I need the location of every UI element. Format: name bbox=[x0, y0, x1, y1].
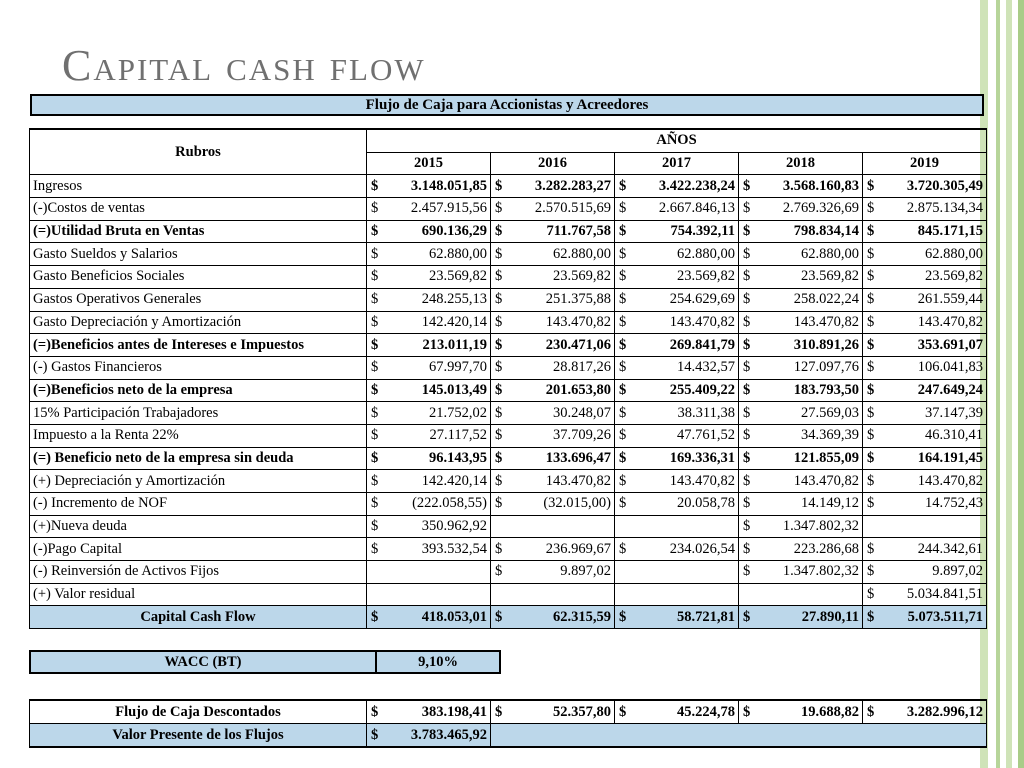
year-header: 2019 bbox=[863, 152, 987, 175]
currency-sign: $ bbox=[615, 606, 643, 629]
currency-sign: $ bbox=[615, 288, 643, 311]
empty-cell bbox=[491, 724, 987, 748]
currency-sign: $ bbox=[739, 606, 767, 629]
present-value-row bbox=[30, 724, 987, 748]
table-banner: Flujo de Caja para Accionistas y Acreedores bbox=[30, 94, 984, 116]
currency-sign: $ bbox=[367, 402, 395, 425]
cell-value: 20.058,78 bbox=[642, 493, 739, 516]
currency-sign: $ bbox=[491, 538, 519, 561]
row-label: (-) Incremento de NOF bbox=[30, 493, 367, 516]
currency-sign: $ bbox=[863, 583, 891, 606]
currency-sign: $ bbox=[367, 447, 395, 470]
table-row bbox=[30, 288, 987, 311]
cell-value: 1.347.802,32 bbox=[766, 515, 863, 538]
cell-value: 46.310,41 bbox=[890, 424, 987, 447]
currency-sign: $ bbox=[739, 356, 767, 379]
table-row bbox=[30, 493, 987, 516]
cell-value: 143.470,82 bbox=[766, 470, 863, 493]
cell-value: 30.248,07 bbox=[518, 402, 615, 425]
cell-value: 133.696,47 bbox=[518, 447, 615, 470]
row-label: (=)Utilidad Bruta en Ventas bbox=[30, 220, 367, 243]
currency-sign: $ bbox=[863, 198, 891, 221]
cell-value: 3.148.051,85 bbox=[394, 175, 491, 198]
cell-value bbox=[642, 515, 739, 538]
currency-sign: $ bbox=[491, 606, 519, 629]
cell-value: 3.282.283,27 bbox=[518, 175, 615, 198]
table-row bbox=[30, 220, 987, 243]
table-row bbox=[30, 583, 987, 606]
currency-sign: $ bbox=[491, 470, 519, 493]
discounted-row bbox=[30, 700, 987, 724]
currency-sign: $ bbox=[491, 424, 519, 447]
cell-value bbox=[518, 515, 615, 538]
currency-sign bbox=[491, 583, 519, 606]
cell-value bbox=[766, 583, 863, 606]
currency-sign bbox=[491, 515, 519, 538]
cell-value: 143.470,82 bbox=[890, 311, 987, 334]
row-label: Gasto Sueldos y Salarios bbox=[30, 243, 367, 266]
currency-sign: $ bbox=[367, 311, 395, 334]
year-header: 2016 bbox=[491, 152, 615, 175]
currency-sign: $ bbox=[739, 538, 767, 561]
currency-sign: $ bbox=[615, 538, 643, 561]
currency-sign: $ bbox=[739, 561, 767, 584]
currency-sign: $ bbox=[367, 538, 395, 561]
table-row bbox=[30, 538, 987, 561]
currency-sign: $ bbox=[491, 243, 519, 266]
currency-sign: $ bbox=[863, 538, 891, 561]
currency-sign: $ bbox=[863, 606, 891, 629]
currency-sign: $ bbox=[367, 470, 395, 493]
currency-sign: $ bbox=[863, 402, 891, 425]
currency-sign: $ bbox=[367, 288, 395, 311]
cell-value: 142.420,14 bbox=[394, 470, 491, 493]
capital-cash-flow-row bbox=[30, 606, 987, 629]
row-label: Gasto Depreciación y Amortización bbox=[30, 311, 367, 334]
cell-value: 106.041,83 bbox=[890, 356, 987, 379]
table-row bbox=[30, 515, 987, 538]
cell-value: 9.897,02 bbox=[518, 561, 615, 584]
cell-value: 143.470,82 bbox=[642, 311, 739, 334]
cell-value: 62.880,00 bbox=[766, 243, 863, 266]
row-label: (-)Pago Capital bbox=[30, 538, 367, 561]
cell-value bbox=[642, 583, 739, 606]
currency-sign: $ bbox=[491, 175, 519, 198]
currency-sign: $ bbox=[739, 424, 767, 447]
cell-value: 269.841,79 bbox=[642, 334, 739, 357]
row-label: Gastos Operativos Generales bbox=[30, 288, 367, 311]
cell-value: 261.559,44 bbox=[890, 288, 987, 311]
currency-sign: $ bbox=[615, 175, 643, 198]
currency-sign: $ bbox=[491, 356, 519, 379]
cell-value: 37.709,26 bbox=[518, 424, 615, 447]
cell-value: 350.962,92 bbox=[394, 515, 491, 538]
currency-sign: $ bbox=[739, 266, 767, 289]
table-row bbox=[30, 266, 987, 289]
currency-sign: $ bbox=[615, 198, 643, 221]
cell-value: 37.147,39 bbox=[890, 402, 987, 425]
cell-value: 67.997,70 bbox=[394, 356, 491, 379]
table-row bbox=[30, 198, 987, 221]
currency-sign bbox=[367, 583, 395, 606]
currency-sign: $ bbox=[615, 402, 643, 425]
currency-sign: $ bbox=[863, 266, 891, 289]
cell-value: 23.569,82 bbox=[890, 266, 987, 289]
currency-sign: $ bbox=[491, 493, 519, 516]
row-label: Capital Cash Flow bbox=[30, 606, 367, 629]
currency-sign: $ bbox=[491, 379, 519, 402]
currency-sign: $ bbox=[739, 402, 767, 425]
cash-flow-table bbox=[29, 128, 987, 629]
cell-value bbox=[394, 561, 491, 584]
currency-sign: $ bbox=[367, 243, 395, 266]
table-row bbox=[30, 424, 987, 447]
cell-value: 3.422.238,24 bbox=[642, 175, 739, 198]
currency-sign: $ bbox=[367, 700, 395, 724]
cell-value: 143.470,82 bbox=[766, 311, 863, 334]
currency-sign: $ bbox=[739, 470, 767, 493]
currency-sign: $ bbox=[367, 266, 395, 289]
cell-value: 143.470,82 bbox=[642, 470, 739, 493]
cell-value: 223.286,68 bbox=[766, 538, 863, 561]
cell-value: 164.191,45 bbox=[890, 447, 987, 470]
currency-sign: $ bbox=[615, 493, 643, 516]
currency-sign: $ bbox=[367, 493, 395, 516]
table-row bbox=[30, 402, 987, 425]
row-label: 15% Participación Trabajadores bbox=[30, 402, 367, 425]
cell-value: 62.315,59 bbox=[518, 606, 615, 629]
cell-value: 845.171,15 bbox=[890, 220, 987, 243]
cell-value: 418.053,01 bbox=[394, 606, 491, 629]
currency-sign: $ bbox=[615, 447, 643, 470]
currency-sign: $ bbox=[739, 243, 767, 266]
currency-sign: $ bbox=[863, 379, 891, 402]
table-row bbox=[30, 175, 987, 198]
cell-value: 711.767,58 bbox=[518, 220, 615, 243]
cell-value: 247.649,24 bbox=[890, 379, 987, 402]
year-header: 2018 bbox=[739, 152, 863, 175]
currency-sign: $ bbox=[367, 515, 395, 538]
table-row bbox=[30, 470, 987, 493]
cell-value: 21.752,02 bbox=[394, 402, 491, 425]
cell-value: 19.688,82 bbox=[766, 700, 863, 724]
wacc-label: WACC (BT) bbox=[30, 651, 376, 673]
cell-value: 213.011,19 bbox=[394, 334, 491, 357]
currency-sign: $ bbox=[739, 493, 767, 516]
row-label: Flujo de Caja Descontados bbox=[30, 700, 367, 724]
cell-value: 23.569,82 bbox=[518, 266, 615, 289]
cell-value: 52.357,80 bbox=[518, 700, 615, 724]
cell-value: 143.470,82 bbox=[890, 470, 987, 493]
row-label: (-)Costos de ventas bbox=[30, 198, 367, 221]
cell-value: 2.457.915,56 bbox=[394, 198, 491, 221]
cell-value: 3.720.305,49 bbox=[890, 175, 987, 198]
cell-value: 14.149,12 bbox=[766, 493, 863, 516]
table-row bbox=[30, 334, 987, 357]
cell-value: 258.022,24 bbox=[766, 288, 863, 311]
present-value: 3.783.465,92 bbox=[394, 724, 491, 748]
cell-value: 23.569,82 bbox=[394, 266, 491, 289]
cell-value: 58.721,81 bbox=[642, 606, 739, 629]
cell-value: 236.969,67 bbox=[518, 538, 615, 561]
cell-value bbox=[518, 583, 615, 606]
currency-sign: $ bbox=[367, 424, 395, 447]
cell-value: 1.347.802,32 bbox=[766, 561, 863, 584]
table-row bbox=[30, 447, 987, 470]
cell-value: 5.034.841,51 bbox=[890, 583, 987, 606]
row-label: (-) Reinversión de Activos Fijos bbox=[30, 561, 367, 584]
currency-sign: $ bbox=[367, 175, 395, 198]
currency-sign bbox=[615, 583, 643, 606]
year-header: 2017 bbox=[615, 152, 739, 175]
currency-sign: $ bbox=[863, 447, 891, 470]
currency-sign: $ bbox=[739, 220, 767, 243]
row-label: (+) Valor residual bbox=[30, 583, 367, 606]
cell-value: 183.793,50 bbox=[766, 379, 863, 402]
cell-value: 96.143,95 bbox=[394, 447, 491, 470]
currency-sign: $ bbox=[615, 470, 643, 493]
row-label: Ingresos bbox=[30, 175, 367, 198]
cell-value: 248.255,13 bbox=[394, 288, 491, 311]
row-label: (=)Beneficios neto de la empresa bbox=[30, 379, 367, 402]
row-label: (+) Depreciación y Amortización bbox=[30, 470, 367, 493]
currency-sign: $ bbox=[739, 175, 767, 198]
cell-value: 2.875.134,34 bbox=[890, 198, 987, 221]
currency-sign: $ bbox=[615, 700, 643, 724]
currency-sign bbox=[739, 583, 767, 606]
cell-value: 2.769.326,69 bbox=[766, 198, 863, 221]
cell-value: 310.891,26 bbox=[766, 334, 863, 357]
table-row bbox=[30, 356, 987, 379]
cell-value: 798.834,14 bbox=[766, 220, 863, 243]
currency-sign: $ bbox=[491, 311, 519, 334]
currency-sign: $ bbox=[739, 379, 767, 402]
currency-sign: $ bbox=[491, 700, 519, 724]
currency-sign: $ bbox=[367, 356, 395, 379]
table-body bbox=[30, 175, 987, 606]
cell-value: 38.311,38 bbox=[642, 402, 739, 425]
currency-sign: $ bbox=[491, 198, 519, 221]
currency-sign: $ bbox=[739, 311, 767, 334]
cell-value: 5.073.511,71 bbox=[890, 606, 987, 629]
currency-sign: $ bbox=[615, 334, 643, 357]
cell-value: 142.420,14 bbox=[394, 311, 491, 334]
currency-sign: $ bbox=[863, 175, 891, 198]
currency-sign: $ bbox=[367, 724, 395, 748]
currency-sign: $ bbox=[739, 334, 767, 357]
cell-value: 2.667.846,13 bbox=[642, 198, 739, 221]
row-label: (-) Gastos Financieros bbox=[30, 356, 367, 379]
currency-sign: $ bbox=[615, 424, 643, 447]
cell-value: 127.097,76 bbox=[766, 356, 863, 379]
currency-sign bbox=[615, 561, 643, 584]
cell-value: 201.653,80 bbox=[518, 379, 615, 402]
discounted-table bbox=[29, 699, 987, 748]
currency-sign: $ bbox=[367, 220, 395, 243]
anos-header: AÑOS bbox=[367, 129, 987, 152]
cell-value: 383.198,41 bbox=[394, 700, 491, 724]
row-label: (+)Nueva deuda bbox=[30, 515, 367, 538]
cell-value: 255.409,22 bbox=[642, 379, 739, 402]
cell-value: 254.629,69 bbox=[642, 288, 739, 311]
table-row bbox=[30, 379, 987, 402]
currency-sign: $ bbox=[863, 356, 891, 379]
cell-value: (222.058,55) bbox=[394, 493, 491, 516]
cell-value: 27.569,03 bbox=[766, 402, 863, 425]
slide-title: Capital cash flow bbox=[62, 41, 426, 90]
cell-value: 14.752,43 bbox=[890, 493, 987, 516]
currency-sign: $ bbox=[739, 447, 767, 470]
year-header: 2015 bbox=[367, 152, 491, 175]
currency-sign: $ bbox=[367, 606, 395, 629]
currency-sign: $ bbox=[491, 447, 519, 470]
cell-value: 14.432,57 bbox=[642, 356, 739, 379]
currency-sign: $ bbox=[863, 493, 891, 516]
cell-value: 251.375,88 bbox=[518, 288, 615, 311]
currency-sign: $ bbox=[739, 288, 767, 311]
wacc-value: 9,10% bbox=[376, 651, 500, 673]
cell-value: 62.880,00 bbox=[642, 243, 739, 266]
currency-sign: $ bbox=[863, 220, 891, 243]
currency-sign: $ bbox=[367, 379, 395, 402]
row-label: (=)Beneficios antes de Intereses e Impuestos bbox=[30, 334, 367, 357]
cell-value: 393.532,54 bbox=[394, 538, 491, 561]
cell-value bbox=[642, 561, 739, 584]
cell-value: 27.117,52 bbox=[394, 424, 491, 447]
cell-value: 28.817,26 bbox=[518, 356, 615, 379]
cell-value: 169.336,31 bbox=[642, 447, 739, 470]
currency-sign: $ bbox=[367, 334, 395, 357]
currency-sign: $ bbox=[615, 356, 643, 379]
table-row bbox=[30, 561, 987, 584]
cell-value bbox=[394, 583, 491, 606]
cell-value: 45.224,78 bbox=[642, 700, 739, 724]
cell-value: 62.880,00 bbox=[518, 243, 615, 266]
currency-sign bbox=[615, 515, 643, 538]
cell-value: 353.691,07 bbox=[890, 334, 987, 357]
cell-value: 234.026,54 bbox=[642, 538, 739, 561]
row-label: Valor Presente de los Flujos bbox=[30, 724, 367, 748]
currency-sign: $ bbox=[491, 561, 519, 584]
row-label: (=) Beneficio neto de la empresa sin deuda bbox=[30, 447, 367, 470]
cell-value: 27.890,11 bbox=[766, 606, 863, 629]
currency-sign: $ bbox=[863, 334, 891, 357]
row-label: Gasto Beneficios Sociales bbox=[30, 266, 367, 289]
currency-sign: $ bbox=[863, 700, 891, 724]
cell-value: (32.015,00) bbox=[518, 493, 615, 516]
cell-value: 9.897,02 bbox=[890, 561, 987, 584]
currency-sign: $ bbox=[863, 243, 891, 266]
currency-sign: $ bbox=[739, 515, 767, 538]
rubros-header: Rubros bbox=[30, 129, 367, 175]
cell-value: 754.392,11 bbox=[642, 220, 739, 243]
cell-value: 3.568.160,83 bbox=[766, 175, 863, 198]
cell-value: 2.570.515,69 bbox=[518, 198, 615, 221]
currency-sign: $ bbox=[863, 561, 891, 584]
cell-value: 23.569,82 bbox=[766, 266, 863, 289]
currency-sign: $ bbox=[367, 198, 395, 221]
currency-sign bbox=[863, 515, 891, 538]
cell-value: 244.342,61 bbox=[890, 538, 987, 561]
cell-value: 143.470,82 bbox=[518, 470, 615, 493]
cell-value bbox=[890, 515, 987, 538]
cell-value: 690.136,29 bbox=[394, 220, 491, 243]
cell-value: 143.470,82 bbox=[518, 311, 615, 334]
currency-sign: $ bbox=[615, 243, 643, 266]
currency-sign: $ bbox=[739, 700, 767, 724]
cell-value: 3.282.996,12 bbox=[890, 700, 987, 724]
cell-value: 23.569,82 bbox=[642, 266, 739, 289]
cell-value: 230.471,06 bbox=[518, 334, 615, 357]
cell-value: 62.880,00 bbox=[890, 243, 987, 266]
currency-sign: $ bbox=[863, 424, 891, 447]
currency-sign: $ bbox=[615, 220, 643, 243]
currency-sign: $ bbox=[615, 266, 643, 289]
currency-sign: $ bbox=[491, 266, 519, 289]
currency-sign: $ bbox=[615, 379, 643, 402]
cell-value: 121.855,09 bbox=[766, 447, 863, 470]
cell-value: 47.761,52 bbox=[642, 424, 739, 447]
table-row bbox=[30, 243, 987, 266]
currency-sign: $ bbox=[491, 402, 519, 425]
currency-sign: $ bbox=[491, 334, 519, 357]
currency-sign: $ bbox=[739, 198, 767, 221]
currency-sign: $ bbox=[863, 288, 891, 311]
row-label: Impuesto a la Renta 22% bbox=[30, 424, 367, 447]
wacc-table bbox=[29, 650, 501, 674]
currency-sign: $ bbox=[491, 288, 519, 311]
table-row bbox=[30, 311, 987, 334]
cell-value: 62.880,00 bbox=[394, 243, 491, 266]
currency-sign: $ bbox=[863, 470, 891, 493]
currency-sign bbox=[367, 561, 395, 584]
currency-sign: $ bbox=[863, 311, 891, 334]
currency-sign: $ bbox=[615, 311, 643, 334]
currency-sign: $ bbox=[491, 220, 519, 243]
cell-value: 145.013,49 bbox=[394, 379, 491, 402]
cell-value: 34.369,39 bbox=[766, 424, 863, 447]
